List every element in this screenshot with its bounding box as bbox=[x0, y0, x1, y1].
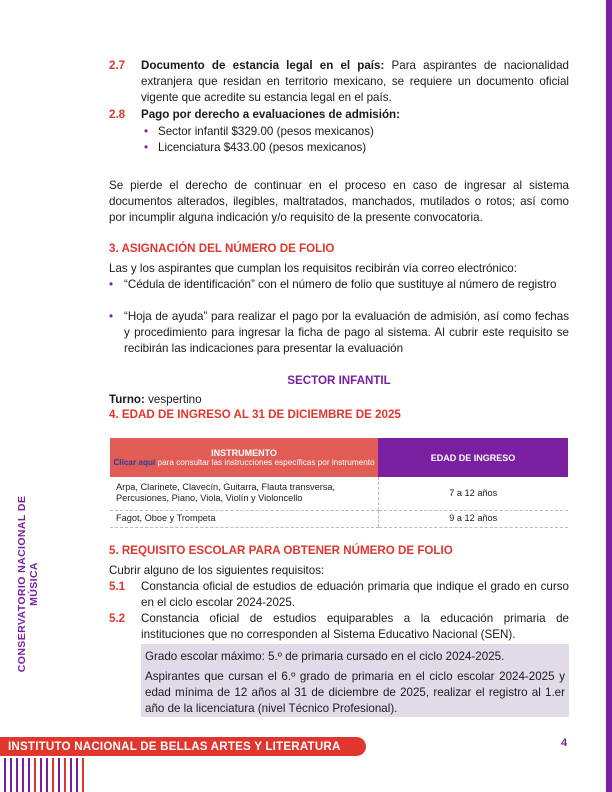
note-line: Aspirantes que cursan el 6.º grado de primaria en el ciclo escolar 2024-2025 y edad mínima de 12 años al 31 de diciembre de 2025, realizar el registro al 1.er año de la licenciatura (nivel Técnico Profesional). bbox=[145, 670, 565, 715]
right-accent-bar bbox=[606, 0, 612, 792]
item-5-1 bbox=[109, 579, 569, 611]
age-header: EDAD DE INGRESO bbox=[378, 438, 568, 477]
item-2-7 bbox=[109, 58, 569, 106]
list-item: • Licenciatura $433.00 (pesos mexicanos) bbox=[144, 141, 367, 154]
list-item: • “Hoja de ayuda” para realizar el pago por la evaluación de admisión, así como fechas y procedimiento para ingresar la ficha de pago al sistema. Al cubrir este requisito se recibirán las indicaciones para presentar la evaluación bbox=[109, 310, 569, 355]
section-3-heading: 3. ASIGNACIÓN DEL NÚMERO DE FOLIO bbox=[109, 242, 335, 255]
instructions-link[interactable]: Clicar aquí bbox=[113, 457, 156, 467]
table-row bbox=[110, 477, 568, 510]
table-row bbox=[110, 510, 568, 527]
instrument-cell: Arpa, Clarinete, Clavecín, Guitarra, Flauta transversa, Percusiones, Piano, Viola, Violín y Violoncello bbox=[110, 477, 378, 510]
bullet-icon: • bbox=[109, 310, 114, 323]
item-number: 2.8 bbox=[109, 108, 126, 121]
item-text: Constancia oficial de estudios de eduación primaria que indique el grado en curso en el ciclo escolar 2024-2025. bbox=[141, 580, 569, 609]
item-5-2 bbox=[109, 611, 569, 643]
item-title: Pago por derecho a evaluaciones de admisión: bbox=[141, 108, 401, 121]
decorative-stripes bbox=[0, 758, 90, 792]
note-box bbox=[141, 644, 569, 717]
bullet-icon: • bbox=[144, 141, 149, 154]
instrument-cell: Fagot, Oboe y Trompeta bbox=[110, 510, 378, 527]
section-5-intro: Cubrir alguno de los siguientes requisitos: bbox=[109, 564, 325, 577]
page-number: 4 bbox=[561, 737, 568, 749]
turno-label: Turno: bbox=[109, 393, 145, 406]
list-item: • “Cédula de identificación” con el número de folio que sustituye al número de registro bbox=[109, 278, 557, 291]
item-number: 2.7 bbox=[109, 59, 126, 72]
sector-heading: SECTOR INFANTIL bbox=[287, 374, 391, 387]
item-text: Constancia oficial de estudios equiparables a la educación primaria de instituciones que no corresponden al Sistema Educativo Nacional (SEN). bbox=[141, 612, 569, 641]
item-title: Documento de estancia legal en el país: bbox=[141, 59, 385, 72]
side-label: CONSERVATORIO NACIONAL DE MÚSICA bbox=[16, 495, 40, 673]
item-number: 5.1 bbox=[109, 580, 126, 593]
bullet-icon: • bbox=[144, 125, 149, 138]
age-cell: 7 a 12 años bbox=[378, 477, 568, 510]
section-4-heading: 4. EDAD DE INGRESO AL 31 DE DICIEMBRE DE 2025 bbox=[109, 408, 401, 421]
item-number: 5.2 bbox=[109, 612, 126, 625]
age-table bbox=[110, 438, 568, 528]
instrument-header: INSTRUMENTO Clicar aquí para consultar las instrucciones específicas por instrumento bbox=[110, 438, 378, 477]
turno-line bbox=[109, 392, 569, 408]
turno-value: vespertino bbox=[148, 393, 202, 406]
item-2-8 bbox=[109, 107, 569, 123]
loss-paragraph: Se pierde el derecho de continuar en el proceso en caso de ingresar al sistema documentos alterados, ilegibles, maltratados, manchados, mutilados o rotos; así como por incumplir alguna indicación y/o requisito de la presente convocatoria. bbox=[109, 179, 569, 224]
note-line: Grado escolar máximo: 5.º de primaria cursado en el ciclo 2024-2025. bbox=[145, 650, 505, 663]
section-3-intro: Las y los aspirantes que cumplan los requisitos recibirán vía correo electrónico: bbox=[109, 262, 517, 275]
section-5-heading: 5. REQUISITO ESCOLAR PARA OBTENER NÚMERO DE FOLIO bbox=[109, 544, 453, 557]
list-item: • Sector infantil $329.00 (pesos mexicanos) bbox=[144, 125, 374, 138]
footer-institution: INSTITUTO NACIONAL DE BELLAS ARTES Y LITERATURA bbox=[8, 740, 341, 753]
bullet-icon: • bbox=[109, 278, 114, 291]
item-text: Para aspirantes de nacionalidad extranjera que residan en territorio mexicano, se requiere un documento oficial vigente que acredite su estancia legal en el país. bbox=[141, 59, 569, 104]
age-cell: 9 a 12 años bbox=[378, 510, 568, 527]
